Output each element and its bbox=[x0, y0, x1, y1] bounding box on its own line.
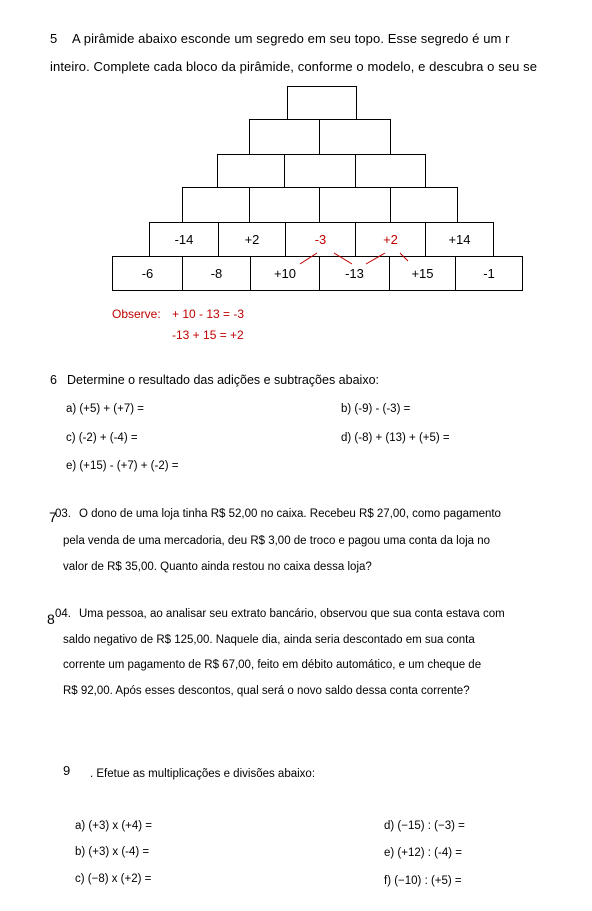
q7-number: 03. bbox=[55, 508, 71, 520]
pyramid-value: +2 bbox=[383, 232, 398, 247]
q9-item-d: d) (−15) : (−3) = bbox=[384, 820, 465, 832]
q8-line2: saldo negativo de R$ 125,00. Naquele dia, ainda seria descontado em sua conta bbox=[63, 634, 475, 646]
q7-line1: O dono de uma loja tinha R$ 52,00 no caixa. Recebeu R$ 27,00, como pagamento bbox=[79, 508, 501, 520]
q6-item-b: b) (-9) - (-3) = bbox=[341, 403, 411, 415]
pyramid-value: +10 bbox=[273, 266, 297, 281]
q7-mark: 7 bbox=[49, 509, 57, 525]
q9-number: 9 bbox=[63, 763, 71, 778]
pyramid-value: +14 bbox=[448, 232, 471, 247]
connector-line bbox=[366, 253, 385, 264]
q6-item-c: c) (-2) + (-4) = bbox=[66, 432, 138, 444]
q7-line3: valor de R$ 35,00. Quanto ainda restou no caixa dessa loja? bbox=[63, 561, 372, 573]
q9-title: . Efetue as multiplicações e divisões abaixo: bbox=[90, 768, 316, 780]
q9-item-e: e) (+12) : (-4) = bbox=[384, 847, 462, 859]
q9-item-a: a) (+3) x (+4) = bbox=[75, 820, 153, 832]
connector-line bbox=[334, 253, 352, 264]
q8-line3: corrente um pagamento de R$ 67,00, feito em débito automático, e um cheque de bbox=[63, 659, 482, 671]
q8-line4: R$ 92,00. Após esses descontos, qual será o novo saldo dessa conta corrente? bbox=[63, 685, 470, 697]
q9-item-c: c) (−8) x (+2) = bbox=[75, 873, 152, 885]
connector-line bbox=[400, 253, 408, 261]
q6-item-e: e) (+15) - (+7) + (-2) = bbox=[66, 460, 179, 472]
q9-item-b: b) (+3) x (-4) = bbox=[75, 846, 150, 858]
pyramid-value: -8 bbox=[210, 266, 223, 281]
q5-statement-line1: A pirâmide abaixo esconde um segredo em seu topo. Esse segredo é um r bbox=[72, 31, 510, 46]
q8-mark: 8 bbox=[47, 611, 55, 627]
q6-number: 6 bbox=[50, 373, 57, 387]
q6-title: Determine o resultado das adições e subtrações abaixo: bbox=[67, 373, 379, 387]
pyramid-value: +2 bbox=[244, 232, 260, 247]
pyramid-value: -13 bbox=[345, 266, 364, 281]
observe-line2: -13 + 15 = +2 bbox=[172, 328, 244, 342]
q8-number: 04. bbox=[55, 608, 71, 620]
connector-line bbox=[300, 253, 317, 264]
pyramid-value: -14 bbox=[174, 232, 194, 247]
observe-line1: + 10 - 13 = -3 bbox=[172, 307, 245, 321]
q7-line2: pela venda de uma mercadoria, deu R$ 3,00 de troco e pagou uma conta da loja no bbox=[63, 535, 491, 547]
q6-item-a: a) (+5) + (+7) = bbox=[66, 403, 144, 415]
q9-item-f: f) (−10) : (+5) = bbox=[384, 875, 462, 887]
q6-item-d: d) (-8) + (13) + (+5) = bbox=[341, 432, 450, 444]
pyramid-value: +15 bbox=[411, 266, 434, 281]
pyramid-value: -3 bbox=[314, 232, 327, 247]
pyramid-value: -6 bbox=[141, 266, 154, 281]
q8-line1: Uma pessoa, ao analisar seu extrato bancário, observou que sua conta estava com bbox=[79, 608, 505, 620]
q5-number: 5 bbox=[50, 31, 58, 46]
observe-label: Observe: bbox=[112, 307, 161, 321]
pyramid-value: -1 bbox=[483, 266, 495, 281]
q5-statement-line2: inteiro. Complete cada bloco da pirâmide, conforme o modelo, e descubra o seu se bbox=[50, 59, 538, 74]
